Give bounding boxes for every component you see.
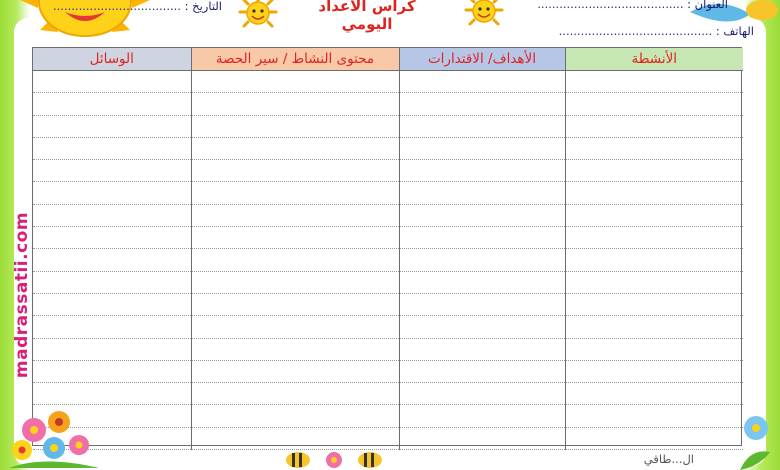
table-cell[interactable] <box>33 160 191 182</box>
table-cell[interactable] <box>191 71 399 93</box>
address-dots: ........................................ <box>537 0 684 11</box>
table-cell[interactable] <box>565 204 743 226</box>
table-cell[interactable] <box>399 383 565 405</box>
table-cell[interactable] <box>191 93 399 115</box>
column-header-activities: الأنشطة <box>565 48 743 71</box>
table-cell[interactable] <box>191 293 399 315</box>
table-body <box>33 71 743 450</box>
table-cell[interactable] <box>565 93 743 115</box>
planning-table <box>32 47 742 446</box>
table-cell[interactable] <box>33 182 191 204</box>
table-cell[interactable] <box>399 249 565 271</box>
table-cell[interactable] <box>399 71 565 93</box>
table-cell[interactable] <box>191 405 399 427</box>
table-cell[interactable] <box>191 338 399 360</box>
table-cell[interactable] <box>33 293 191 315</box>
table-cell[interactable] <box>33 137 191 159</box>
table-cell[interactable] <box>565 360 743 382</box>
table-row <box>33 93 743 115</box>
table-cell[interactable] <box>399 316 565 338</box>
table-cell[interactable] <box>33 227 191 249</box>
table-row <box>33 115 743 137</box>
table-row <box>33 182 743 204</box>
table-cell[interactable] <box>33 360 191 382</box>
table-cell[interactable] <box>399 137 565 159</box>
table-cell[interactable] <box>399 182 565 204</box>
table-cell[interactable] <box>399 405 565 427</box>
date-label: التاريخ : <box>184 0 222 13</box>
footer-text: ال...طاقي <box>643 452 694 466</box>
table-row <box>33 316 743 338</box>
phone-label: الهاتف : <box>715 24 754 38</box>
table-cell[interactable] <box>191 271 399 293</box>
column-header-content: محتوى النشاط / سير الحصة <box>191 48 399 71</box>
bee-icon <box>282 446 392 470</box>
table-cell[interactable] <box>191 227 399 249</box>
table-row <box>33 338 743 360</box>
watermark-text: madrassatii.com <box>12 211 33 379</box>
table-cell[interactable] <box>399 427 565 449</box>
table-cell[interactable] <box>191 204 399 226</box>
table-cell[interactable] <box>191 383 399 405</box>
table-cell[interactable] <box>565 316 743 338</box>
table-row <box>33 271 743 293</box>
table-cell[interactable] <box>565 405 743 427</box>
table-cell[interactable] <box>399 160 565 182</box>
small-sun-icon-left <box>234 0 282 34</box>
table-cell[interactable] <box>565 427 743 449</box>
table-cell[interactable] <box>33 204 191 226</box>
table-cell[interactable] <box>399 338 565 360</box>
flower-bouquet-icon <box>4 400 104 470</box>
address-label: العنوان : <box>687 0 728 11</box>
table-cell[interactable] <box>399 115 565 137</box>
table-cell[interactable] <box>565 71 743 93</box>
table-row <box>33 383 743 405</box>
table-cell[interactable] <box>565 271 743 293</box>
date-dots: ................................... <box>53 0 181 13</box>
phone-field <box>559 24 754 38</box>
table-row <box>33 405 743 427</box>
table-cell[interactable] <box>33 93 191 115</box>
table-cell[interactable] <box>399 360 565 382</box>
table-cell[interactable] <box>191 137 399 159</box>
date-field <box>53 0 222 13</box>
table-cell[interactable] <box>565 182 743 204</box>
table-row <box>33 227 743 249</box>
table-row <box>33 249 743 271</box>
address-field <box>537 0 728 11</box>
table-cell[interactable] <box>565 338 743 360</box>
table-row <box>33 71 743 93</box>
table-cell[interactable] <box>399 271 565 293</box>
table-cell[interactable] <box>191 360 399 382</box>
table-cell[interactable] <box>33 338 191 360</box>
bottom-right-flower-icon <box>720 410 780 470</box>
table-row <box>33 137 743 159</box>
table-cell[interactable] <box>565 115 743 137</box>
table-row <box>33 204 743 226</box>
column-header-materials: الوسائل <box>33 48 191 71</box>
table-cell[interactable] <box>191 316 399 338</box>
table-cell[interactable] <box>399 204 565 226</box>
table-header-row <box>33 48 743 71</box>
table-cell[interactable] <box>565 293 743 315</box>
table-cell[interactable] <box>191 249 399 271</box>
table-cell[interactable] <box>191 160 399 182</box>
table-cell[interactable] <box>33 271 191 293</box>
table-cell[interactable] <box>565 227 743 249</box>
table-cell[interactable] <box>399 93 565 115</box>
table-cell[interactable] <box>33 249 191 271</box>
table-cell[interactable] <box>565 160 743 182</box>
small-sun-icon-right <box>460 0 508 32</box>
table-cell[interactable] <box>33 71 191 93</box>
phone-dots: .......................................... <box>558 24 713 38</box>
column-header-objectives: الأهداف/ الاقتدارات <box>399 48 565 71</box>
table-cell[interactable] <box>399 293 565 315</box>
table-cell[interactable] <box>33 316 191 338</box>
page-title: كراس الاعداد اليومي <box>318 0 416 33</box>
table-cell[interactable] <box>191 115 399 137</box>
table-cell[interactable] <box>191 182 399 204</box>
table-cell[interactable] <box>565 137 743 159</box>
table-row <box>33 160 743 182</box>
table-cell[interactable] <box>399 227 565 249</box>
table-cell[interactable] <box>33 115 191 137</box>
table-row <box>33 293 743 315</box>
table-row <box>33 360 743 382</box>
table-cell[interactable] <box>565 249 743 271</box>
table-cell[interactable] <box>565 383 743 405</box>
